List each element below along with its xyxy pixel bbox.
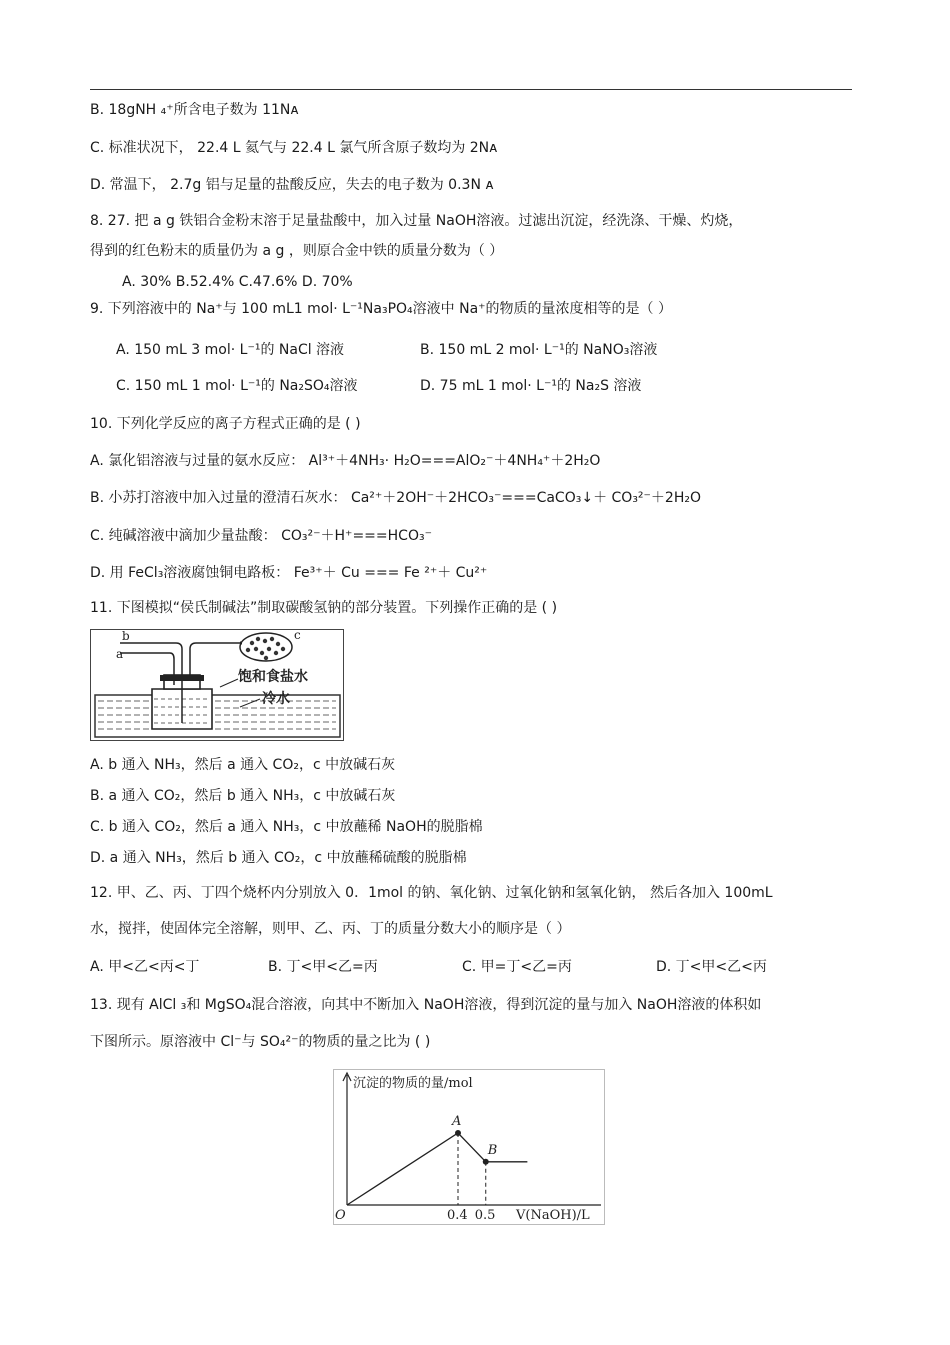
q12-stem-line2: 水，搅拌，使固体完全溶解，则甲、乙、丙、丁的质量分数大小的顺序是（ ） [90, 921, 571, 937]
q10-option-a: A. 氯化铝溶液与过量的氨水反应： Al³⁺＋4NH₃· H₂O===AlO₂⁻＋4NH₄⁺＋2H₂O [90, 453, 601, 469]
q9-option-c: C. 150 mL 1 mol· L⁻¹的 Na₂SO₄溶液 [116, 378, 358, 394]
q12-option-d: D. 丁<甲<乙<丙 [656, 959, 767, 975]
label-brine: 饱和食盐水 [238, 669, 308, 685]
point-A [455, 1130, 461, 1136]
x-axis-label: V(NaOH)/L [516, 1208, 590, 1223]
q7-option-b: B. 18gNH ₄⁺所含电子数为 11Nᴀ [90, 102, 299, 118]
q13-stem-line1: 13. 现有 AlCl ₃和 MgSO₄混合溶液，向其中不断加入 NaOH溶液，得到沉淀的量与加入 NaOH溶液的体积如 [90, 997, 762, 1013]
q10-option-b: B. 小苏打溶液中加入过量的澄清石灰水： Ca²⁺＋2OH⁻＋2HCO₃⁻===CaCO₃↓＋ CO₃²⁻＋2H₂O [90, 490, 701, 506]
x-tick-label: 0.4 [447, 1208, 468, 1223]
q11-option-a: A. b 通入 NH₃，然后 a 通入 CO₂，c 中放碱石灰 [90, 757, 396, 773]
q12-option-b: B. 丁<甲<乙=丙 [268, 959, 378, 975]
label-cold-water: 冷水 [262, 691, 290, 707]
label-b: b [122, 629, 130, 643]
q8-options: A. 30% B.52.4% C.47.6% D. 70% [122, 274, 353, 290]
q10-option-d: D. 用 FeCl₃溶液腐蚀铜电路板： Fe³⁺＋ Cu === Fe ²⁺＋ Cu²⁺ [90, 565, 488, 581]
point-label-B: B [487, 1142, 498, 1158]
y-axis-label: 沉淀的物质的量/mol [353, 1076, 473, 1091]
label-a: a [116, 647, 124, 661]
q11-stem: 11. 下图模拟“侯氏制碱法”制取碳酸氢钠的部分装置。下列操作正确的是 ( ) [90, 600, 558, 616]
q13-stem-line2: 下图所示。原溶液中 Cl⁻与 SO₄²⁻的物质的量之比为 ( ) [90, 1034, 431, 1050]
q12-stem-line1: 12. 甲、乙、丙、丁四个烧杯内分别放入 0．1mol 的钠、氧化钠、过氧化钠和氢氧化钠， 然后各加入 100mL [90, 885, 773, 901]
chart-frame [334, 1070, 605, 1225]
q9-stem: 9. 下列溶液中的 Na⁺与 100 mL1 mol· L⁻¹Na₃PO₄溶液中 Na⁺的物质的量浓度相等的是（ ） [90, 301, 672, 317]
q12-option-a: A. 甲<乙<丙<丁 [90, 959, 200, 975]
label-c: c [294, 629, 301, 642]
point-B [483, 1159, 489, 1165]
point-label-A: A [452, 1114, 462, 1129]
q10-stem: 10. 下列化学反应的离子方程式正确的是 ( ) [90, 416, 361, 432]
q8-stem-line1: 8. 27. 把 a g 铁铝合金粉末溶于足量盐酸中，加入过量 NaOH溶液。过滤出沉淀，经洗涤、干燥、灼烧， [90, 213, 743, 229]
q11-option-d: D. a 通入 NH₃，然后 b 通入 CO₂，c 中放蘸稀硫酸的脱脂棉 [90, 850, 467, 866]
q10-option-c: C. 纯碱溶液中滴加少量盐酸： CO₃²⁻＋H⁺===HCO₃⁻ [90, 528, 432, 544]
q7-option-c: C. 标准状况下， 22.4 L 氦气与 22.4 L 氯气所含原子数均为 2Nᴀ [90, 140, 498, 156]
q13-precipitate-chart [333, 1069, 605, 1225]
x-tick-label: 0.5 [474, 1208, 496, 1223]
origin-label: O [335, 1208, 346, 1223]
q9-option-a: A. 150 mL 3 mol· L⁻¹的 NaCl 溶液 [116, 342, 345, 358]
q11-option-b: B. a 通入 CO₂，然后 b 通入 NH₃，c 中放碱石灰 [90, 788, 396, 804]
q8-stem-line2: 得到的红色粉末的质量仍为 a g ，则原合金中铁的质量分数为（ ） [90, 243, 504, 259]
q12-option-c: C. 甲=丁<乙=丙 [462, 959, 572, 975]
q11-option-c: C. b 通入 CO₂，然后 a 通入 NH₃，c 中放蘸稀 NaOH的脱脂棉 [90, 819, 483, 835]
q11-apparatus-figure [90, 629, 344, 741]
q9-option-b: B. 150 mL 2 mol· L⁻¹的 NaNO₃溶液 [420, 342, 658, 358]
header-rule [90, 89, 852, 90]
q9-option-d: D. 75 mL 1 mol· L⁻¹的 Na₂S 溶液 [420, 378, 642, 394]
q7-option-d: D. 常温下， 2.7g 铝与足量的盐酸反应，失去的电子数为 0.3N ᴀ [90, 177, 494, 193]
